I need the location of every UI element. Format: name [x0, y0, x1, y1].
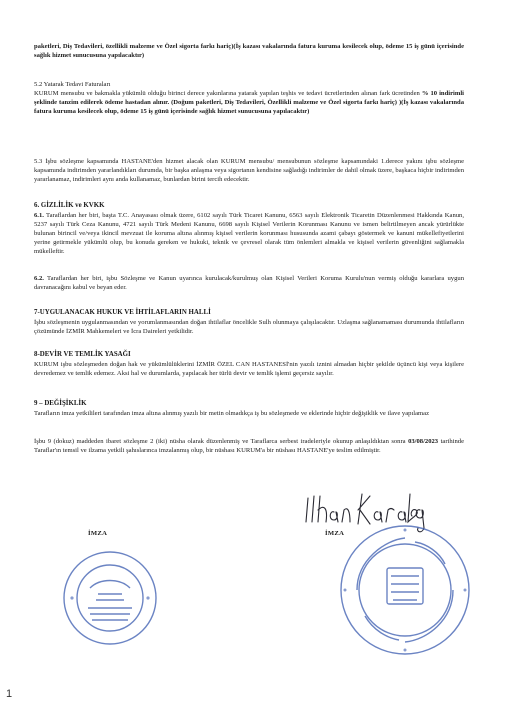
closing-paragraph	[34, 437, 464, 455]
signing-date: 03/08/2023	[408, 438, 439, 445]
section-6-1	[34, 211, 464, 256]
section-5-2-body: KURUM mensubu ve bakmakla yükümlü olduğu birinci derece yakınlarına yatarak yapılan teşhis ve tedavi ücretlerinden alınan fark ücretinden	[34, 90, 420, 98]
intro-line-1: paketleri, Diş Tedavileri, özellikli malzeme ve Özel sigorta farkı hariç)(İş kazası vakalarında fatura	[34, 43, 316, 50]
left-signature-label: İMZA	[88, 530, 108, 537]
closing-body-2: tarihinde Taraflar'ın temsil ve ilzama yetkili şahıslarınca imzalanmış olup, bir nüshası KURUM'a bir nüshası HASTANE'ye teslim edilmiştir.	[34, 438, 464, 455]
intro-text	[34, 42, 464, 60]
hospital-stamp	[60, 548, 160, 648]
section-6-1-number: 6.1.	[34, 212, 44, 219]
section-5-2-bold: % 10 indirimli şeklinde tanzim edilerek ödeme hastadan alınır. (Doğum paketleri, Diş Tedavileri, Özellikli malzeme ve Özel sigorta farkı hariç) )(İş kazası vakalarında fatura kuruma kesilecek olup, ödeme 15 iş günü içerisinde sağlık hizmet sunucusuna yapılacaktır)	[34, 90, 465, 116]
section-9-body: Tarafların imza yetkilileri tarafından imza altına alınmış yazılı bir metin olmadıkça iş bu sözleşmede ve eklerinde hiçbir değişiklik ve ilave yapılamaz	[34, 410, 430, 417]
section-6-2-body: Taraflardan her biri, işbu Sözleşme ve Kanun uyarınca kurulacak/kurulmuş olan Kişisel Verileri Koruma Kurulu'nun vermiş olduğu kararlara uygun davranacağını kabul ve beyan eder.	[34, 275, 464, 292]
section-6-2-number: 6.2.	[34, 275, 44, 282]
section-7-body: İşbu sözleşmenin uygulanmasından ve yorumlanmasından doğan ihtilaflar öncelikle Sulh olunmaya çalışılacaktır. Uzlaşma sağlanamaması durumunda ihtilafların çözümünde İZMİR Mahkemeleri ve İcra Daireleri yetkilidir.	[34, 319, 464, 336]
section-8-heading: 8-DEVİR VE TEMLİK YASAĞI	[34, 351, 131, 358]
section-6-2	[34, 274, 464, 292]
closing-body: İşbu 9 (dokuz) maddeden ibaret sözleşme 2 (iki) nüsha olarak düzenlenmiş ve Taraflarca serbest iradeleriyle okunup anlaşıldıktan sonra	[34, 438, 406, 445]
intro-line-2: kuruma kesilecek olup, ödeme 15 iş günü içerisinde sağlık hizmet sunucusuna yapılacaktır)	[34, 43, 464, 60]
section-6-1-body: Taraflardan her biri, başta T.C. Anayasası olmak üzere, 6102 sayılı Türk Ticaret Kanunu, 6563 sayılı Elektronik Ticaretin Düzenlenmesi Hakkında Kanun, 5237 sayılı Türk Ceza Kanunu, 4721 sayılı Türk Medeni Kanunu, 6698 sayılı Kişisel Verilerin Korunması Kanunu ve ismen belirtilmeyen ancak yürürlükte bulunan birincil ve/veya ikincil mevzuat ile koruma altına alınmış kişisel verilerin korunması hususunda azami çabayı göstermek ve kanuni mükellefiyetlerini yerine getirmekle yükümlü olup, bu konuda gereken ve hukuki, teknik ve çevresel olarak tüm önlemleri almakla ve kişisel verilerin güvenliğini sağlamakla mükelleftir.	[34, 212, 464, 256]
section-5-2	[34, 80, 464, 116]
page-number: 1	[6, 688, 13, 700]
section-9-heading: 9 – DEĞİŞİKLİK	[34, 400, 87, 407]
section-6-heading: 6. GİZLİLİK ve KVKK	[34, 202, 105, 209]
section-8-body: KURUM işbu sözleşmeden doğan hak ve yükümlülüklerini İZMİR ÖZEL CAN HASTANESİ'nin yazılı iznini almadan hiçbir şekilde üçüncü kişi veya kişilere devredemez ve temlik edemez. Aksi hal ve durumlarda, yapılacak her türlü devir ve temlik işlemi geçersiz sayılır.	[34, 361, 464, 378]
union-stamp	[335, 520, 475, 660]
right-signature-label: İMZA	[325, 530, 345, 537]
section-5-2-title: 5.2 Yatarak Tedavi Faturaları	[34, 81, 111, 88]
section-5-3: 5.3 İşbu sözleşme kapsamında HASTANE'den hizmet alacak olan KURUM mensubu/ mensubunun sözleşme kapsamındaki 1.derece yakını işbu sözleşme kapsamında indirimden yararlandıkları durumda, bir başka anlaşma veya sigortanın kendisine sağladığı indirimler de dahil olmak üzere, başkaca hiçbir indirimden yararlanamaz, indirimleri aynı anda kullanamaz, bunlardan birini tercih edecektir.	[34, 158, 464, 184]
section-7-heading: 7-UYGULANACAK HUKUK VE İHTİLAFLARIN HALLİ	[34, 309, 211, 316]
